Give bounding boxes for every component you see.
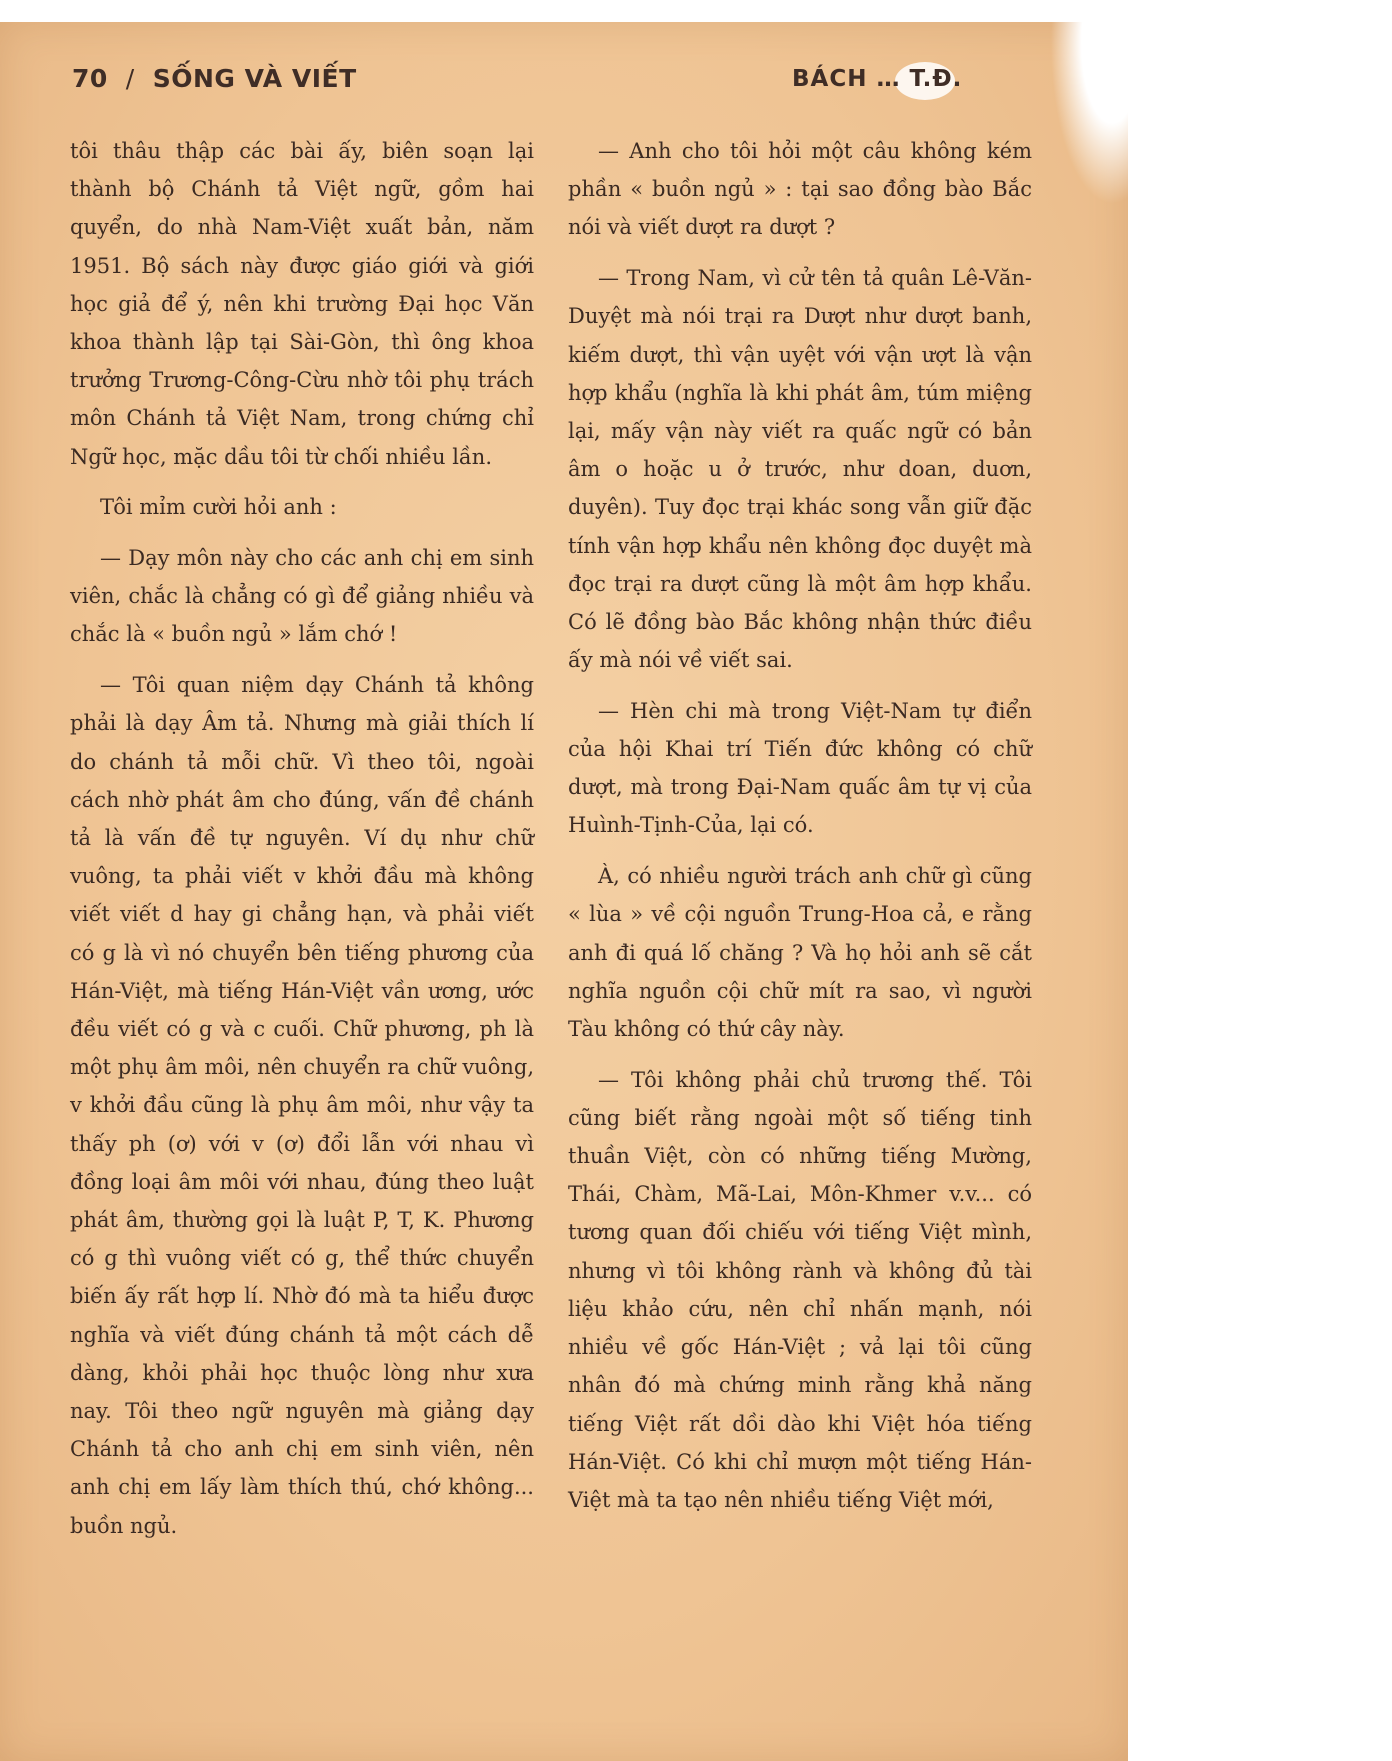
paragraph: tôi thâu thập các bài ấy, biên soạn lại thành bộ Chánh tả Việt ngữ, gồm hai quyển, do nhà Nam-Việt xuất bản, năm 1951. Bộ sách này được giáo giới và giới học giả để ý, nên khi trường Đại học Văn khoa thành lập tại Sài-Gòn, thì ông khoa trưởng Trương-Công-Cừu nhờ tôi phụ trách môn Chánh tả Việt Nam, trong chứng chỉ Ngữ học, mặc dầu tôi từ chối nhiều lần. bbox=[70, 139, 534, 469]
header-separator: / bbox=[125, 64, 135, 93]
book-page bbox=[0, 22, 1128, 1761]
paragraph: — Tôi quan niệm dạy Chánh tả không phải là dạy Âm tả. Nhưng mà giải thích lí do chánh tả mỗi chữ. Vì theo tôi, ngoài cách nhờ phát âm cho đúng, vấn đề chánh tả là vấn đề tự nguyên. Ví dụ như chữ vuông, ta phải viết v khởi đầu mà không viết viết d hay gi chẳng hạn, và phải viết có g là vì nó chuyển bên tiếng phương của Hán-Việt, mà tiếng Hán-Việt vần ương, ước đều viết có g và c cuối. Chữ phương, ph là một phụ âm môi, nên chuyển ra chữ vuông, v khởi đầu cũng là phụ âm môi, như vậy ta thấy ph (ơ) với v (ơ) đổi lẫn với nhau vì đồng loại âm môi với nhau, đúng theo luật phát âm, thường gọi là luật P, T, K. Phương có g thì vuông viết có g, thể thức chuyển biến ấy rất hợp lí. Nhờ đó mà ta hiểu được nghĩa và viết đúng chánh tả một cách dễ dàng, khỏi phải học thuộc lòng như xưa nay. Tôi theo ngữ nguyên mà giảng dạy Chánh tả cho anh chị em sinh viên, nên anh chị em lấy làm thích thú, chớ không... buồn ngủ. bbox=[70, 673, 534, 1538]
paragraph: À, có nhiều người trách anh chữ gì cũng « lùa » về cội nguồn Trung-Hoa cả, e rằng anh đi quá lố chăng ? Và họ hỏi anh sẽ cắt nghĩa nguồn cội chữ mít ra sao, vì người Tàu không có thứ cây này. bbox=[568, 864, 1032, 1041]
torn-corner bbox=[1040, 22, 1130, 232]
page-header-left bbox=[72, 64, 357, 93]
paragraph: — Trong Nam, vì cử tên tả quân Lê-Văn-Duyệt mà nói trại ra Dượt như dượt banh, kiếm dượt, thì vận uyệt với vận ượt là vận hợp khẩu (nghĩa là khi phát âm, túm miệng lại, mấy vận này viết ra quấc ngữ có bản âm o hoặc u ở trước, như doan, duơn, duyên). Tuy đọc trại khác song vẫn giữ đặc tính vận hợp khẩu nên không đọc duyệt mà đọc trại ra dượt cũng là một âm hợp khẩu. Có lẽ đồng bào Bắc không nhận thức điều ấy mà nói về viết sai. bbox=[568, 266, 1032, 673]
right-column bbox=[568, 132, 1032, 1519]
paragraph: Tôi mỉm cười hỏi anh : bbox=[100, 495, 337, 520]
paragraph: — Tôi không phải chủ trương thế. Tôi cũng biết rằng ngoài một số tiếng tinh thuần Việt, còn có những tiếng Mường, Thái, Chàm, Mã-Lai, Môn-Khmer v.v... có tương quan đối chiếu với tiếng Việt mình, nhưng vì tôi không rành và không đủ tài liệu khảo cứu, nên chỉ nhấn mạnh, nói nhiều về gốc Hán-Việt ; vả lại tôi cũng nhân đó mà chứng minh rằng khả năng tiếng Việt rất dồi dào khi Việt hóa tiếng Hán-Việt. Có khi chỉ mượn một tiếng Hán-Việt mà ta tạo nên nhiều tiếng Việt mới, bbox=[568, 1067, 1032, 1512]
paragraph: — Anh cho tôi hỏi một câu không kém phần « buồn ngủ » : tại sao đồng bào Bắc nói và viết dượt ra dượt ? bbox=[568, 139, 1032, 240]
left-column bbox=[70, 132, 534, 1545]
page-number: 70 bbox=[72, 64, 108, 93]
paragraph: — Hèn chi mà trong Việt-Nam tự điển của hội Khai trí Tiến đức không có chữ dượt, mà trong Đại-Nam quấc âm tự vị của Huình-Tịnh-Của, lại có. bbox=[568, 698, 1032, 838]
book-title: SỐNG VÀ VIẾT bbox=[152, 64, 357, 93]
paragraph: — Dạy môn này cho các anh chị em sinh viên, chắc là chẳng có gì để giảng nhiều và chắc là « buồn ngủ » lắm chớ ! bbox=[70, 546, 534, 647]
running-head: BÁCH … T.Đ. bbox=[792, 66, 963, 92]
